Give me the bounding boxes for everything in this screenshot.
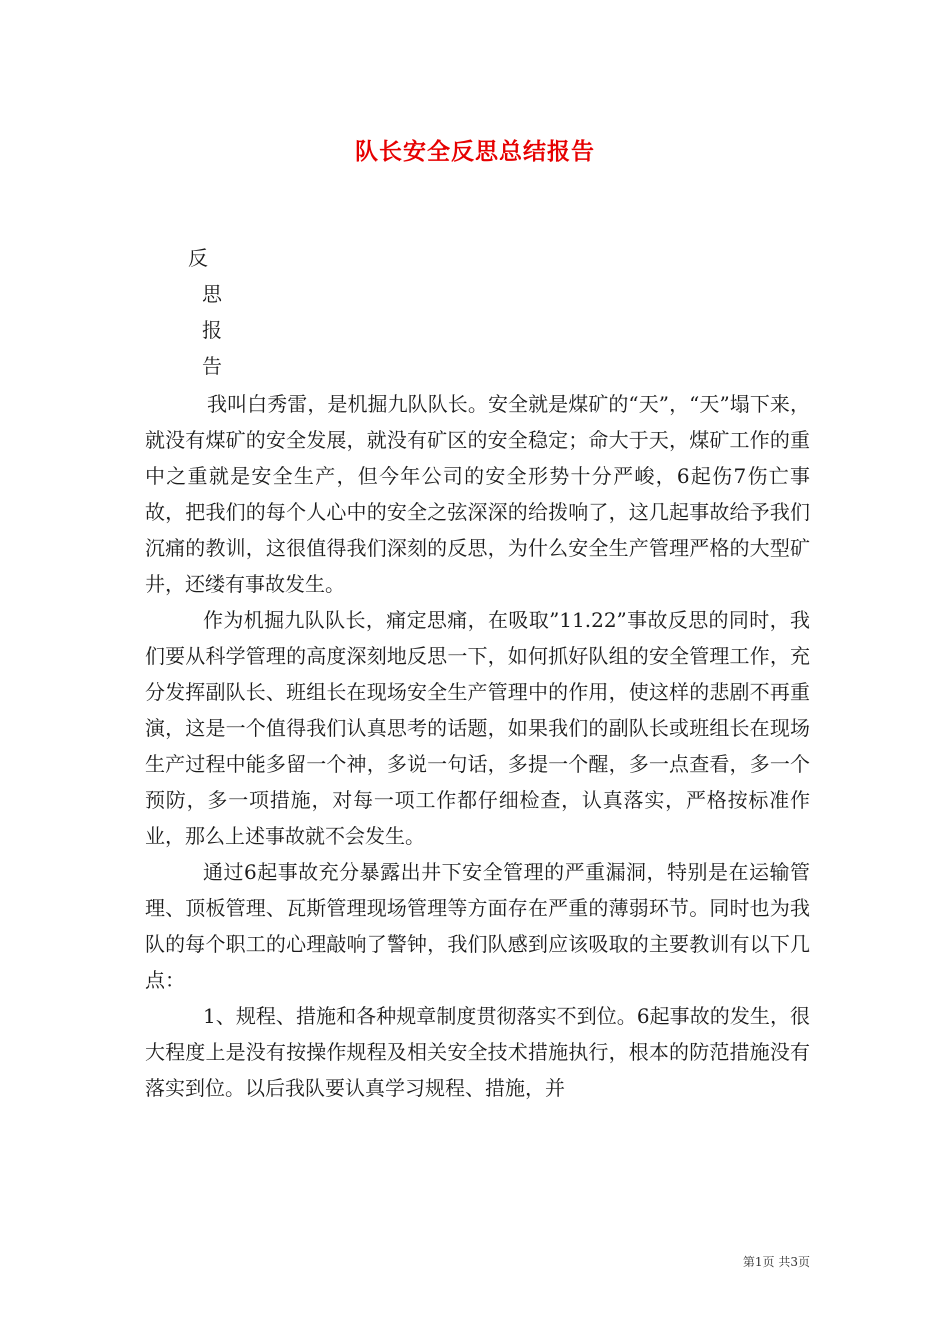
page-footer: 第1页 共3页 [742,1255,810,1269]
subtitle-char-2: 思 [202,282,222,306]
paragraph-2: 作为机掘九队队长，痛定思痛，在吸取”11.22”事故反思的同时，我们要从科学管理的高度深刻地反思一下，如何抓好队组的安全管理工作，充分发挥副队长、班组长在现场安全生产管理中的作用，使这样的悲剧不再重演，这是一个值得我们认真思考的话题，如果我们的副队长或班组长在现场生产过程中能多留一个神，多说一句话，多提一个醒，多一点查看，多一个预防，多一项措施，对每一项工作都仔细检查，认真落实，严格按标准作业，那么上述事故就不会发生。 [145,608,810,848]
subtitle-char-1: 反 [188,246,208,270]
paragraph-4: 1、规程、措施和各种规章制度贯彻落实不到位。6起事故的发生，很大程度上是没有按操作规程及相关安全技术措施执行，根本的防范措施没有落实到位。以后我队要认真学习规程、措施，并 [145,1004,810,1100]
paragraph-1: 我叫白秀雷，是机掘九队队长。安全就是煤矿的“天”，“天”塌下来，就没有煤矿的安全发展，就没有矿区的安全稳定；命大于天，煤矿工作的重中之重就是安全生产，但今年公司的安全形势十分严峻，6起伤7伤亡事故，把我们的每个人心中的安全之弦深深的给拨响了，这几起事故给予我们沉痛的教训，这很值得我们深刻的反思，为什么安全生产管理严格的大型矿井，还缕有事故发生。 [145,392,810,596]
subtitle-char-3: 报 [202,318,222,342]
document-title: 队长安全反思总结报告 [355,138,595,165]
subtitle-char-4: 告 [202,354,222,378]
paragraph-3: 通过6起事故充分暴露出井下安全管理的严重漏洞，特别是在运输管理、顶板管理、瓦斯管理现场管理等方面存在严重的薄弱环节。同时也为我队的每个职工的心理敲响了警钟，我们队感到应该吸取的主要教训有以下几点： [145,860,810,992]
document-body [145,386,810,1106]
